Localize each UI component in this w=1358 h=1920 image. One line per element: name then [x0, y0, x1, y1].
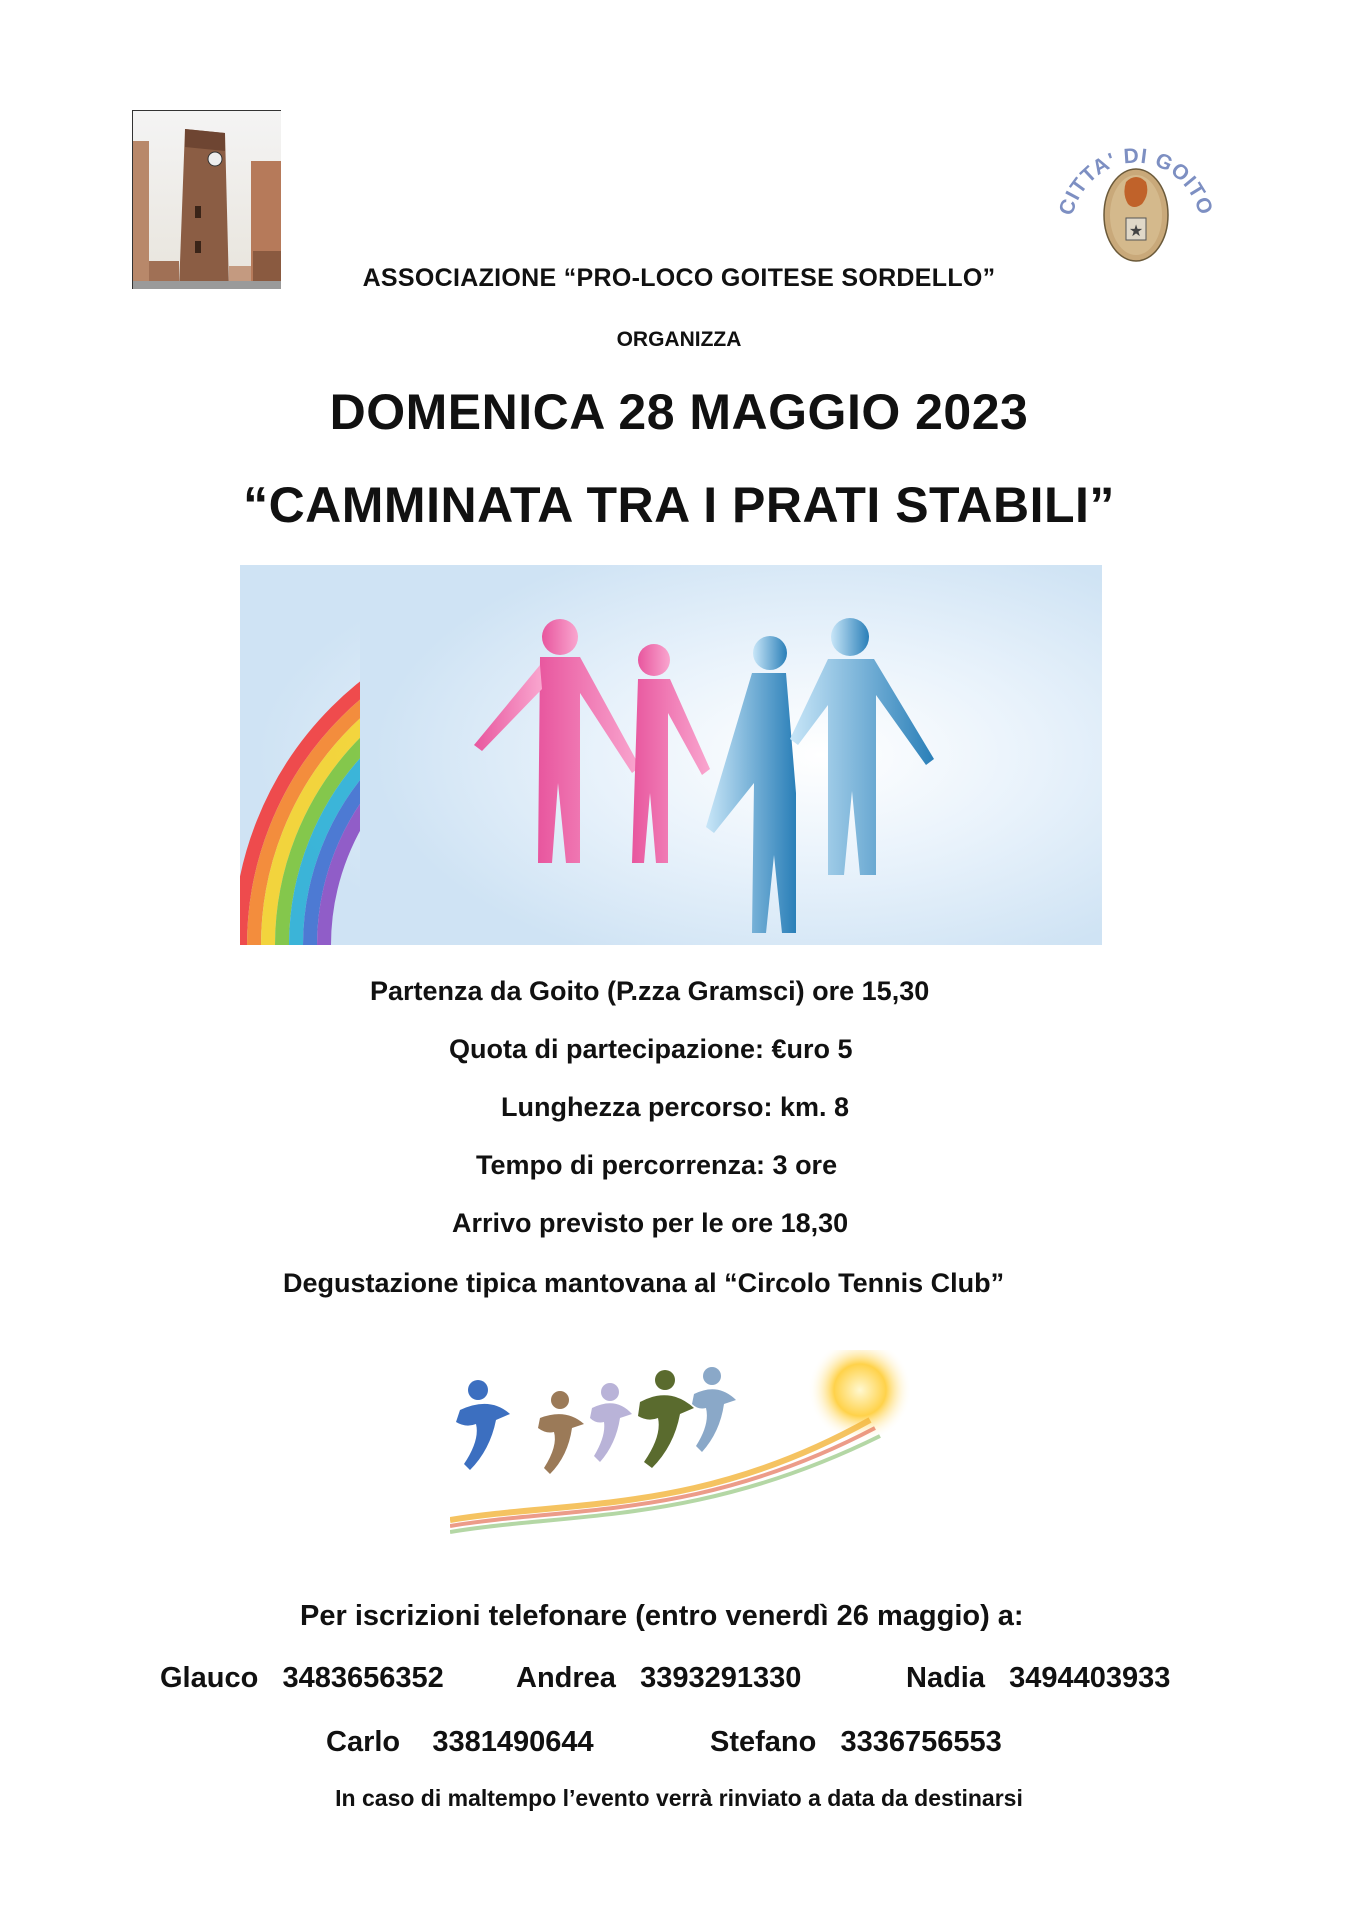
svg-text:★: ★ — [1128, 221, 1144, 240]
event-date-title: DOMENICA 28 MAGGIO 2023 — [329, 384, 1029, 440]
info-tasting: Degustazione tipica mantovana al “Circolo Tennis Club” — [283, 1268, 1005, 1298]
contact-phone: 3483656352 — [282, 1662, 444, 1694]
info-duration: Tempo di percorrenza: 3 ore — [476, 1150, 838, 1180]
association-name: ASSOCIAZIONE “PRO-LOCO GOITESE SORDELLO” — [362, 264, 996, 292]
info-length: Lunghezza percorso: km. 8 — [501, 1092, 850, 1122]
crest-icon — [1046, 100, 1224, 290]
city-crest-logo — [1046, 100, 1224, 290]
runners-image — [450, 1350, 910, 1535]
hero-illustration — [240, 565, 1102, 945]
contact-name: Nadia — [906, 1662, 985, 1694]
weather-footer-note: In caso di maltempo l’evento verrà rinviato a data da destinarsi — [335, 1785, 1023, 1811]
contact-carlo — [326, 1726, 594, 1759]
contact-name: Stefano — [710, 1726, 817, 1758]
tower-image — [133, 111, 281, 289]
organizza-label: ORGANIZZA — [616, 328, 742, 351]
contact-name: Andrea — [516, 1662, 616, 1694]
event-title: “CAMMINATA TRA I PRATI STABILI” — [243, 477, 1115, 533]
info-departure: Partenza da Goito (P.zza Gramsci) ore 15,30 — [370, 976, 930, 1006]
runners-illustration — [450, 1350, 910, 1535]
contact-phone: 3393291330 — [640, 1662, 802, 1694]
registration-heading: Per iscrizioni telefonare (entro venerdì 26 maggio) a: — [300, 1600, 1024, 1632]
contact-name: Glauco — [160, 1662, 259, 1694]
info-fee: Quota di partecipazione: €uro 5 — [449, 1034, 853, 1064]
info-arrival: Arrivo previsto per le ore 18,30 — [452, 1208, 849, 1238]
contact-glauco — [160, 1662, 444, 1695]
tower-photo — [132, 110, 281, 289]
contact-nadia — [906, 1662, 1170, 1695]
contact-phone: 3381490644 — [432, 1726, 594, 1758]
contact-stefano — [710, 1726, 1002, 1759]
contact-andrea — [516, 1662, 801, 1695]
contact-name: Carlo — [326, 1726, 401, 1758]
contact-phone: 3336756553 — [840, 1726, 1002, 1758]
rainbow-walkers-image — [240, 565, 1102, 945]
contact-phone: 3494403933 — [1009, 1662, 1171, 1694]
svg-text:CITTA' DI GOITO: CITTA' DI GOITO — [1054, 144, 1218, 219]
